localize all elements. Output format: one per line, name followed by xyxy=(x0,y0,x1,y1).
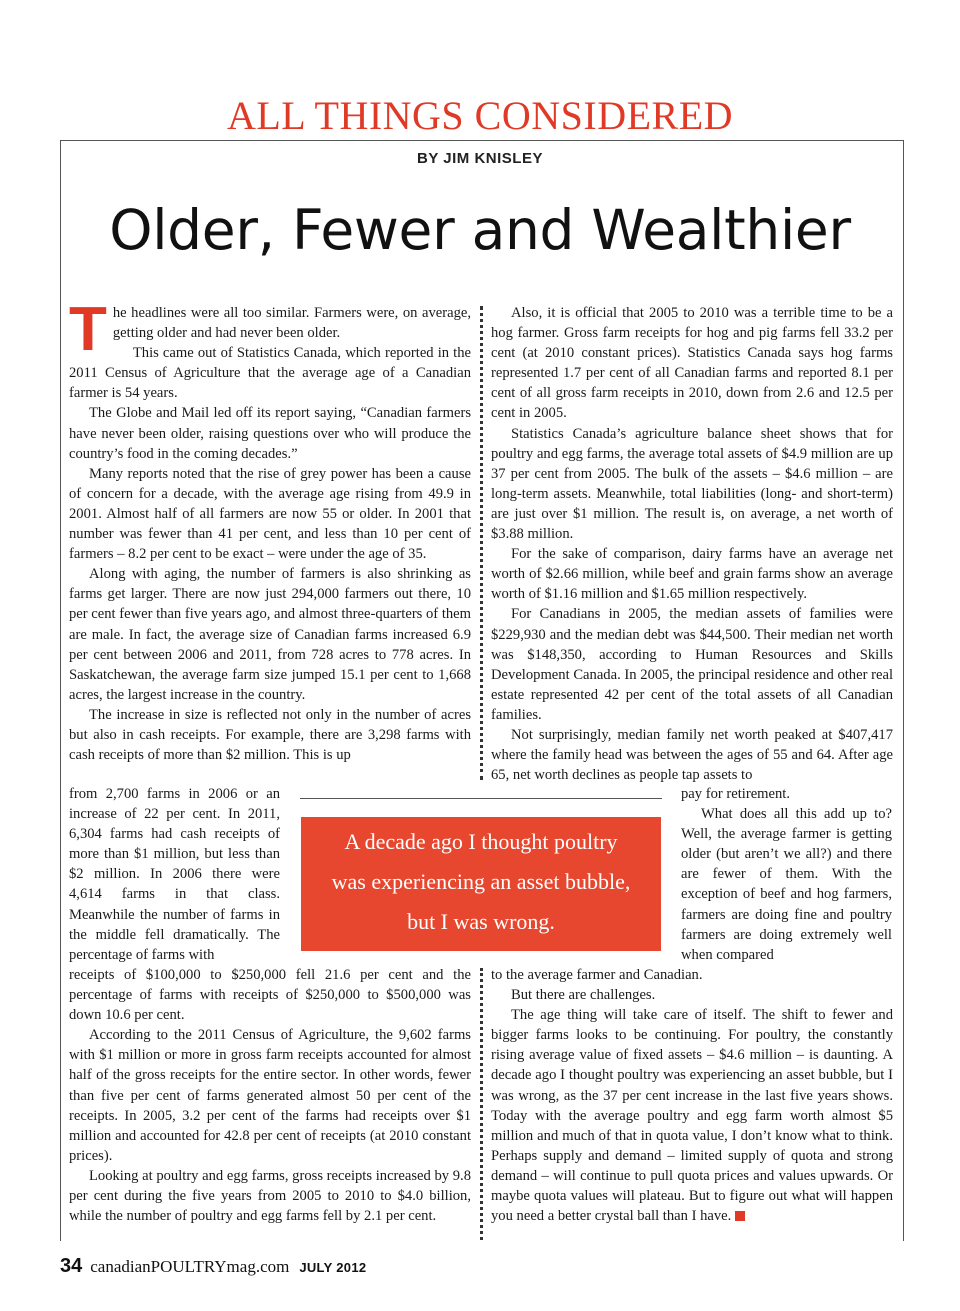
pullquote-line: but I was wrong. xyxy=(407,909,555,934)
paragraph: According to the 2011 Census of Agriculture, the 9,602 farms with $1 million or more in gross farm receipts accounted for almost half of the gross receipts for the entire sector. In other words, fewer than five per cent of farms generated almost 50 per cent of the receipts. In 2005, 3.2 per cent of the farms had receipts over $1 million and accounted for 42.8 per cent of receipts (at 2010 constant prices). xyxy=(69,1027,471,1164)
left-column-lower xyxy=(69,965,471,1226)
left-column xyxy=(69,295,471,765)
paragraph: For Canadians in 2005, the median assets of families were $229,930 and the median debt was $44,500. Their median net worth was $148,350, according to Human Resources and Skills Development Canada. In 2005, the principal residence and other real estate represented 42 per cent of the total assets of all Canadian families. xyxy=(491,606,893,723)
pullquote-line: A decade ago I thought poultry xyxy=(344,829,618,854)
page-number: 34 xyxy=(60,1255,83,1277)
right-column xyxy=(491,303,893,785)
issue-date: JULY 2012 xyxy=(299,1260,367,1275)
column-divider xyxy=(480,968,483,1240)
paragraph: to the average farmer and Canadian. xyxy=(491,967,703,983)
drop-cap: T xyxy=(69,295,107,364)
pullquote xyxy=(301,817,661,951)
paragraph: Looking at poultry and egg farms, gross receipts increased by 9.8 per cent during the five years from 2005 to 2010 to $4.0 billion, while the number of poultry and egg farms fell by 2.1 per cent. xyxy=(69,1167,471,1225)
section-title: ALL THINGS CONSIDERED xyxy=(226,93,734,138)
paragraph: This came out of Statistics Canada, which reported in the 2011 Census of Agriculture that the average age of a Canadian farmer is 54 years. xyxy=(69,345,471,402)
paragraph: For the sake of comparison, dairy farms have an average net worth of $2.66 million, while beef and grain farms show an average worth of $1.16 million and $1.65 million respectively. xyxy=(491,546,893,603)
paragraph: Statistics Canada’s agriculture balance sheet shows that for poultry and egg farms, the average total assets of $4.9 million are up 37 per cent from 2005. The bulk of the assets – $4.6 million – are long-term assets. Meanwhile, total liabilities (long- and short-term) are just over $1 million. The result is, on average, a net worth of $3.88 million. xyxy=(491,425,893,543)
page-footer xyxy=(60,1255,366,1279)
paragraph: receipts of $100,000 to $250,000 fell 21.6 per cent and the percentage of farms with receipts of $250,000 to $500,000 was down 10.6 per cent. xyxy=(69,967,471,1024)
column-divider xyxy=(480,306,483,780)
right-wrap-text xyxy=(681,784,892,965)
paragraph: Along with aging, the number of farmers is also shrinking as farms get larger. There are now just 294,000 farmers out there, 10 per cent fewer than five years ago, and almost three-quarters of them are male. In fact, the average size of Canadian farms increased 6.9 per cent between 2006 and 2011, from 728 acres to 778 acres. In Saskatchewan, the average farm size jumped 15.1 per cent to 1,668 acres, the largest increase in the country. xyxy=(69,566,471,703)
pullquote-line: was experiencing an asset bubble, xyxy=(331,869,631,894)
left-wrap-text xyxy=(69,784,280,965)
paragraph: What does all this add up to? Well, the average farmer is getting older (but aren’t we all?) and there are fewer of them. With the exception of beef and hog farmers, farmers are doing fine and poultry farmers are doing extremely well when compared xyxy=(681,806,892,963)
paragraph: The increase in size is reflected not only in the number of acres but also in cash receipts. For example, there are 3,298 farms with cash receipts of more than $2 million. This is up xyxy=(69,706,471,764)
end-mark-icon xyxy=(735,1211,745,1221)
paragraph: Also, it is official that 2005 to 2010 was a terrible time to be a hog farmer. Gross farm receipts for hog and pig farms fell 33.2 per cent (at 2010 constant prices). Statistics Canada says hog farms represented 1.7 per cent of all Canadian farms and reported 8.1 per cent of all gross farm receipts in 2010, down from 2.6 and 12.5 per cent in 2005. xyxy=(491,305,893,422)
paragraph: The Globe and Mail led off its report saying, “Canadian farmers have never been older, raising questions over who will produce the country’s food in the coming decades.” xyxy=(69,405,471,462)
pullquote-rule xyxy=(300,798,662,799)
site-name: canadianPOULTRYmag.com xyxy=(90,1257,290,1276)
paragraph: pay for retirement. xyxy=(681,786,790,802)
paragraph: Not surprisingly, median family net worth peaked at $407,417 where the family head was between the ages of 55 and 64. After age 65, net worth declines as people tap assets to xyxy=(491,726,893,784)
byline: BY JIM KNISLEY xyxy=(417,150,543,167)
paragraph: The headlines were all too similar. Farmers were, on average, getting older and had never been older. xyxy=(69,295,471,364)
paragraph: But there are challenges. xyxy=(511,987,656,1004)
paragraph: Many reports noted that the rise of grey power has been a cause of concern for a decade, with the average age rising from 49.9 in 2001. Almost half of all farmers are now 55 or older. In 2001 that number was fewer than 41 per cent, and less than 10 per cent of farmers – 8.2 per cent to be exact – were under the age of 35. xyxy=(69,465,471,563)
paragraph: The age thing will take care of itself. The shift to fewer and bigger farms looks to be continuing. For poultry, the constantly rising average value of fixed assets – $4.6 million – is daunting. A decade ago I thought poultry was experiencing an asset bubble, but I was wrong, as the 37 per cent increase in the last five years shows. Today with the average poultry and egg farm worth almost $5 million and much of that in quota value, I don’t know what to think. Perhaps supply and demand – limited supply of quota and strong demand – will continue to pull quota prices and values upwards. Or maybe quota values will plateau. But to figure out what will happen you need a better crystal ball than I have. xyxy=(491,1007,893,1225)
right-column-lower xyxy=(491,965,893,1226)
paragraph: from 2,700 farms in 2006 or an increase of 22 per cent. In 2011, 6,304 farms had cash receipts of more than $1 million, but less than $2 million. In 2006 there were 4,614 farms in that class. Meanwhile the number of farms in the middle fell dramatically. The percentage of farms with xyxy=(69,786,280,963)
headline: Older, Fewer and Wealthier xyxy=(109,198,851,262)
